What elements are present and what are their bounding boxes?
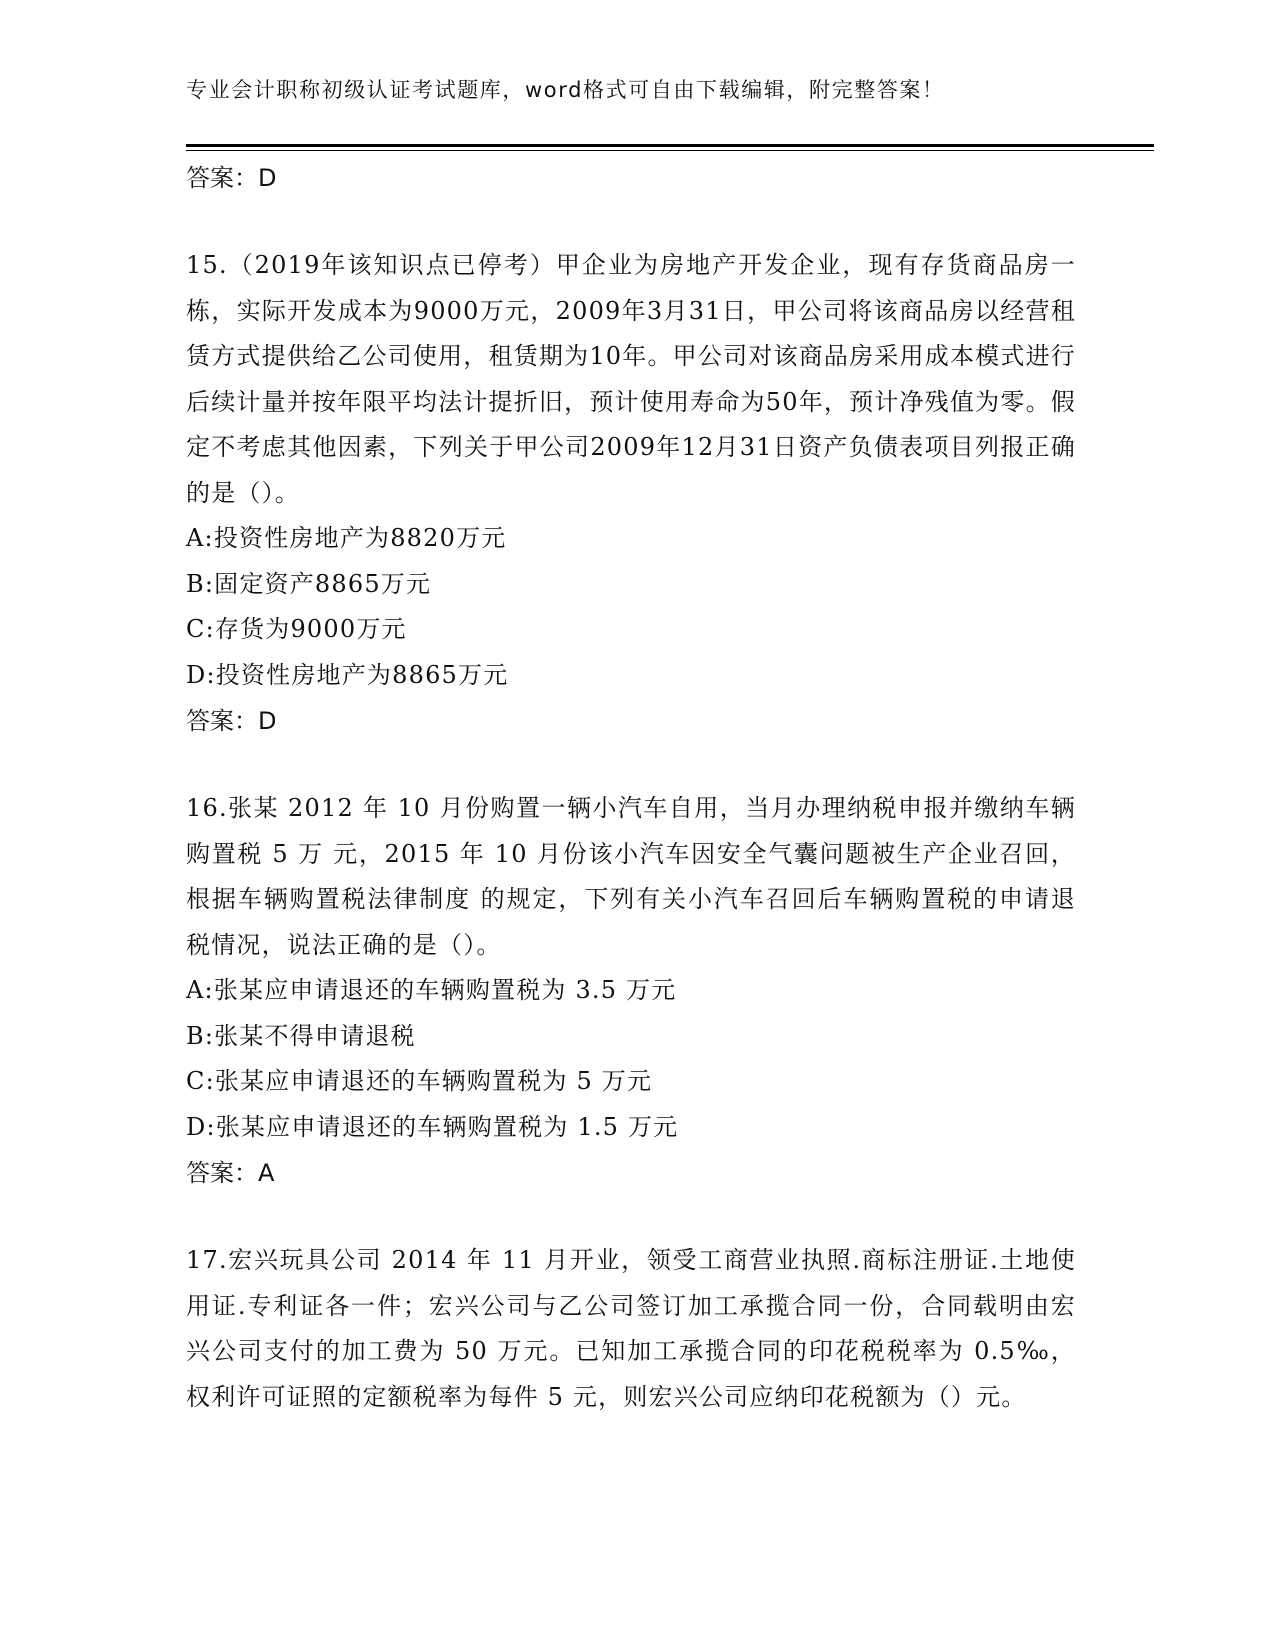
answer-value: D bbox=[258, 164, 277, 192]
spacer bbox=[186, 744, 1076, 786]
question-16 bbox=[186, 786, 1076, 1196]
answer-label: 答案： bbox=[186, 707, 258, 735]
answer-line bbox=[186, 1150, 1076, 1196]
question-text: 16.张某 2012 年 10 月份购置一辆小汽车自用，当月办理纳税申报并缴纳车辆购置税 5 万 元，2015 年 10 月份该小汽车因安全气囊问题被生产企业召回，根据车辆购置税法律制度 的规定，下列有关小汽车召回后车辆购置税的申请退税情况，说法正确的是（）。 bbox=[186, 794, 1076, 959]
page-header: 专业会计职称初级认证考试题库，word格式可自由下载编辑，附完整答案！ bbox=[186, 78, 945, 102]
header-rule-thick bbox=[186, 144, 1154, 147]
option-d: D:张某应申请退还的车辆购置税为 1.5 万元 bbox=[186, 1112, 679, 1141]
option-d: D:投资性房地产为8865万元 bbox=[186, 660, 509, 689]
answer-label: 答案： bbox=[186, 1159, 258, 1187]
question-17 bbox=[186, 1238, 1076, 1420]
spacer bbox=[186, 201, 1076, 243]
document-body bbox=[186, 155, 1076, 1420]
header-rule-thin bbox=[186, 150, 1154, 151]
answer-value: D bbox=[258, 707, 277, 735]
answer-value: A bbox=[258, 1159, 275, 1187]
option-b: B:固定资产8865万元 bbox=[186, 569, 432, 598]
option-b: B:张某不得申请退税 bbox=[186, 1021, 416, 1050]
answer-line bbox=[186, 155, 1076, 201]
option-a: A:张某应申请退还的车辆购置税为 3.5 万元 bbox=[186, 976, 677, 1004]
answer-label: 答案： bbox=[186, 164, 258, 192]
option-a: A:投资性房地产为8820万元 bbox=[186, 524, 507, 552]
spacer bbox=[186, 1196, 1076, 1238]
question-text: 15.（2019年该知识点已停考）甲企业为房地产开发企业，现有存货商品房一栋，实际开发成本为9000万元，2009年3月31日，甲公司将该商品房以经营租赁方式提供给乙公司使用，租赁期为10年。甲公司对该商品房采用成本模式进行后续计量并按年限平均法计提折旧，预计使用寿命为50年，预计净残值为零。假定不考虑其他因素，下列关于甲公司2009年12月31日资产负债表项目列报正确的是（）。 bbox=[186, 251, 1076, 507]
question-text: 17.宏兴玩具公司 2014 年 11 月开业，领受工商营业执照.商标注册证.土地使用证.专利证各一件；宏兴公司与乙公司签订加工承揽合同一份，合同载明由宏兴公司支付的加工费为 50 万元。已知加工承揽合同的印花税税率为 0.5‰，权利许可证照的定额税率为每件 5 元，则宏兴公司应纳印花税额为（）元。 bbox=[186, 1246, 1076, 1411]
option-c: C:张某应申请退还的车辆购置税为 5 万元 bbox=[186, 1067, 653, 1095]
answer-line bbox=[186, 698, 1076, 744]
option-c: C:存货为9000万元 bbox=[186, 615, 407, 643]
question-15 bbox=[186, 243, 1076, 744]
